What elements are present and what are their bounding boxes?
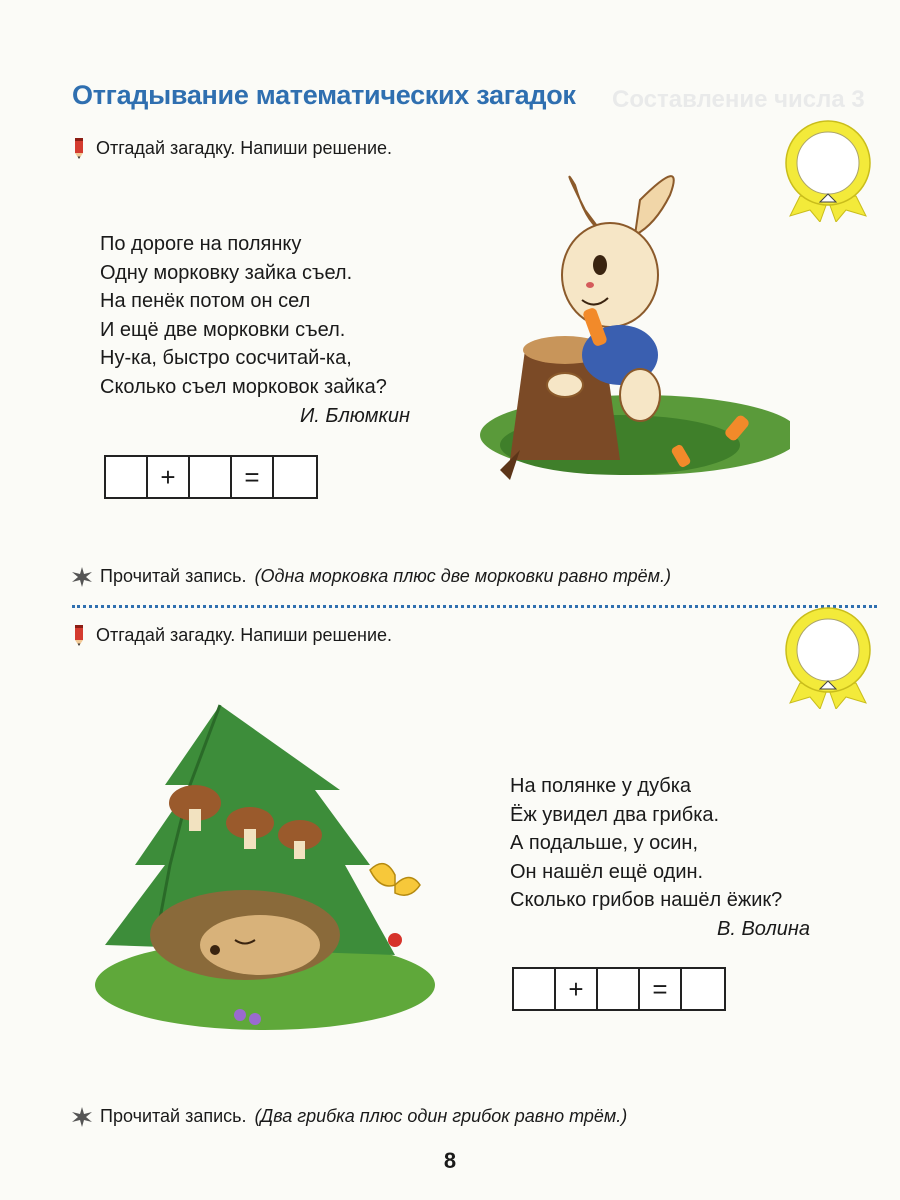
read-label: Прочитай запись. — [100, 566, 247, 586]
equation-box-1 — [104, 455, 318, 499]
equals-sign: = — [232, 457, 274, 497]
poem-line: На пенёк потом он сел — [100, 290, 311, 312]
equals-sign: = — [640, 969, 682, 1009]
equation-box-2 — [512, 967, 726, 1011]
answer-medal[interactable] — [780, 118, 876, 227]
poem-line: А подальше, у осин, — [510, 832, 699, 854]
medal-icon — [780, 605, 876, 709]
answer-cell[interactable] — [598, 969, 640, 1009]
hedgehog-illustration — [95, 695, 440, 1035]
section-divider — [72, 605, 877, 608]
poem-line: Ёж увидел два грибка. — [510, 803, 720, 826]
poem-line: На полянке у дубка — [510, 775, 692, 797]
task-2-instruction — [72, 624, 392, 646]
read-record-1 — [72, 566, 671, 587]
read-record-2 — [72, 1106, 627, 1127]
poem-author-2: В. Волина — [717, 918, 811, 940]
poem-line: Сколько съел морковок зайка? — [100, 375, 387, 398]
answer-cell[interactable] — [514, 969, 556, 1009]
instruction-text: Отгадай загадку. Напиши решение. — [96, 624, 393, 645]
poem-line: И ещё две морковки съел. — [100, 318, 346, 341]
answer-cell[interactable] — [682, 969, 724, 1009]
bunny-illustration — [470, 160, 790, 490]
riddle-poem-1 — [100, 230, 387, 401]
poem-line: Одну морковку зайка съел. — [100, 261, 353, 284]
poem-author-1: И. Блюмкин — [300, 405, 411, 427]
star-burst-icon — [72, 1107, 92, 1127]
read-label: Прочитай запись. — [100, 1106, 247, 1126]
pencil-icon — [72, 137, 86, 159]
plus-sign: + — [148, 457, 190, 497]
answer-cell[interactable] — [274, 457, 316, 497]
pencil-icon — [72, 624, 86, 646]
answer-cell[interactable] — [106, 457, 148, 497]
star-burst-icon — [72, 567, 92, 587]
poem-line: Ну-ка, быстро сосчитай-ка, — [100, 347, 352, 369]
task-1-instruction — [72, 137, 392, 159]
poem-line: Он нашёл ещё один. — [510, 860, 704, 883]
plus-sign: + — [556, 969, 598, 1009]
instruction-text: Отгадай загадку. Напиши решение. — [96, 137, 393, 158]
read-hint: (Два грибка плюс один грибок равно трём.) — [254, 1106, 628, 1126]
page-title: Отгадывание математических загадок — [72, 80, 576, 110]
answer-medal[interactable] — [780, 605, 876, 714]
bleed-through-text: Составление числа 3 — [612, 86, 865, 113]
answer-cell[interactable] — [190, 457, 232, 497]
poem-line: По дороге на полянку — [100, 233, 302, 255]
poem-line: Сколько грибов нашёл ёжик? — [510, 889, 783, 911]
medal-icon — [780, 118, 876, 222]
read-hint: (Одна морковка плюс две морковки равно трём.) — [254, 566, 672, 586]
riddle-poem-2 — [510, 772, 782, 915]
page-number: 8 — [443, 1148, 457, 1173]
